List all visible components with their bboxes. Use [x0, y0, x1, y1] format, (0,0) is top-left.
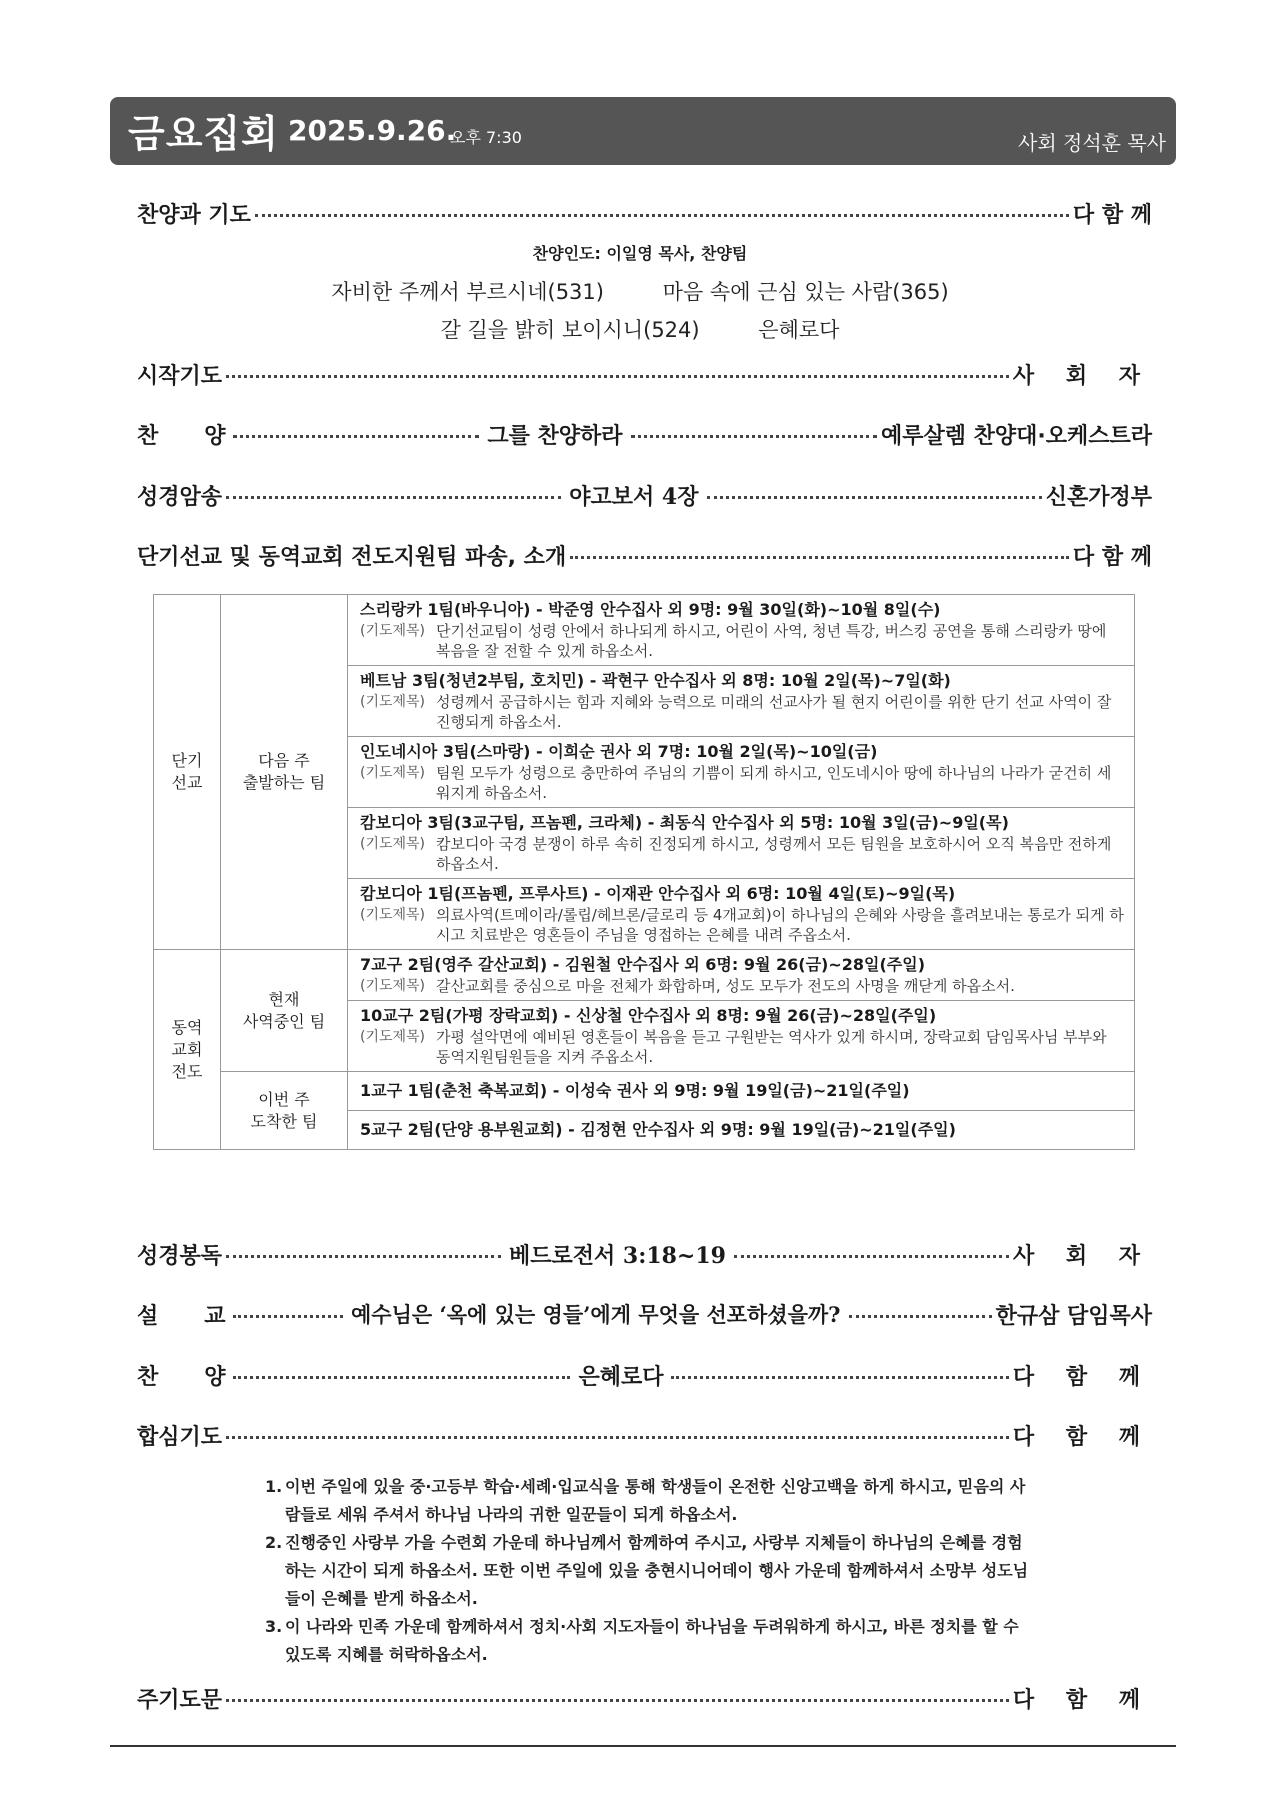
- order-leader: 사 회 자: [1012, 1243, 1153, 1269]
- leader-dots: [226, 496, 561, 499]
- leader-dots: [707, 496, 1042, 499]
- mission-entry: [348, 879, 1135, 950]
- song: 자비한 주께서 부르시네(531): [331, 280, 604, 304]
- order-leader: 다 함 께: [1012, 1364, 1152, 1390]
- entry-title: 1교구 1팀(춘천 축복교회) - 이성숙 권사 외 9명: 9월 19일(금)~21일(주일): [360, 1081, 910, 1100]
- service-title: 금요집회: [128, 112, 279, 156]
- mission-entry: [348, 950, 1135, 1001]
- group-sublabel: 다음 주 출발하는 팀: [221, 595, 348, 950]
- order-leader: 예루살렘 찬양대·오케스트라: [880, 423, 1152, 449]
- entry-title: 7교구 2팀(영주 갈산교회) - 김원철 안수집사 외 6명: 9월 26(금)~28일(주일): [360, 955, 926, 974]
- leader-dots: [671, 1376, 1008, 1379]
- order-title: 예수님은 ‘옥에 있는 영들’에게 무엇을 선포하셨을까?: [351, 1302, 841, 1327]
- order-leader: 사 회 자: [1012, 363, 1152, 389]
- leader-dots: [233, 435, 479, 438]
- mission-table: [153, 594, 1135, 1150]
- order-title: 베드로전서 3:18~19: [508, 1242, 726, 1269]
- order-mission: [137, 537, 1152, 573]
- order-label: 성경봉독: [137, 1243, 223, 1269]
- order-praise-prayer: [137, 195, 1152, 231]
- order-title: 그를 찬양하라: [487, 423, 623, 449]
- entry-title: 베트남 3팀(청년2부팀, 호치민) - 곽현구 안수집사 외 8명: 10월 2일(목)~7일(화): [360, 671, 951, 690]
- order-label: 설 교: [137, 1303, 226, 1329]
- order-label: 찬 양: [137, 1364, 226, 1390]
- prayer-item: 3. 이 나라와 민족 가운데 함께하셔서 정치·사회 지도자들이 하나님을 두려워하게 하시고, 바른 정치를 할 수 있도록 지혜를 허락하옵소서.: [265, 1617, 1019, 1664]
- mission-entry: [348, 1072, 1135, 1111]
- order-label: 시작기도: [137, 363, 223, 389]
- song: 은혜로다: [758, 318, 840, 342]
- leader-dots: [734, 1255, 1009, 1258]
- entry-title: 캄보디아 1팀(프놈펜, 프루사트) - 이재관 안수집사 외 6명: 10월 4일(토)~9일(목): [360, 884, 956, 903]
- entry-prayer: (기도제목) 의료사역(트메이라/롤립/헤브론/글로리 등 4개교회)이 하나님의 은혜와 사랑을 흘려보내는 통로가 되게 하시고 치료받은 영혼들이 주님을 영접하는 은혜를 내려 주옵소서.: [360, 906, 1124, 944]
- order-title: 야고보서 4장: [569, 483, 699, 510]
- leader-dots: [233, 1315, 343, 1318]
- order-label: 단기선교 및 동역교회 전도지원팀 파송, 소개: [137, 544, 567, 570]
- order-hymn-2: [137, 1357, 1152, 1393]
- prayer-list: [265, 1473, 1035, 1669]
- mission-entry: [348, 595, 1135, 666]
- song-list-line2: [0, 314, 1280, 344]
- leader-dots: [233, 1376, 570, 1379]
- song-list-line1: [0, 276, 1280, 306]
- order-label: 합심기도: [137, 1424, 223, 1450]
- mission-entry: [348, 666, 1135, 737]
- service-header: [110, 97, 1176, 165]
- order-lords-prayer: [137, 1680, 1152, 1716]
- leader-dots: [849, 1315, 992, 1318]
- order-title: 은혜로다: [578, 1364, 664, 1390]
- order-scripture-reading: [137, 1236, 1152, 1272]
- order-leader: 다 함 께: [1072, 202, 1152, 228]
- prayer-item: 2. 진행중인 사랑부 가을 수련회 가운데 하나님께서 함께하여 주시고, 사랑부 지체들이 하나님의 은혜를 경험하는 시간이 되게 하옵소서. 또한 이번 주일에 있을 충현시니어데이 행사 가운데 함께하셔서 소망부 성도님들이 은혜를 받게 하옵소서.: [265, 1533, 1029, 1608]
- entry-prayer: (기도제목) 캄보디아 국경 분쟁이 하루 속히 진정되게 하시고, 성령께서 모든 팀원을 보호하시어 오직 복음만 전하게 하옵소서.: [360, 835, 1112, 873]
- order-leader: 한규삼 담임목사: [995, 1303, 1152, 1329]
- service-date: 2025.9.26.: [288, 114, 457, 147]
- order-leader: 신혼가정부: [1045, 484, 1153, 510]
- bottom-rule: [110, 1745, 1176, 1747]
- entry-title: 캄보디아 3팀(3교구팀, 프놈펜, 크라체) - 최동식 안수집사 외 5명: 10월 3일(금)~9일(목): [360, 813, 1009, 832]
- order-unison-prayer: [137, 1417, 1152, 1453]
- entry-title: 인도네시아 3팀(스마랑) - 이희순 권사 외 7명: 10월 2일(목)~10일(금): [360, 742, 878, 761]
- entry-prayer: (기도제목) 성령께서 공급하시는 힘과 지혜와 능력으로 미래의 선교사가 될 현지 어린이를 위한 단기 선교 사역이 잘 진행되게 하옵소서.: [360, 693, 1112, 731]
- praise-leader: 찬양인도: 이일영 목사, 찬양팀: [532, 244, 748, 263]
- service-time: 오후 7:30: [450, 128, 522, 147]
- group-sublabel: 이번 주 도착한 팀: [221, 1072, 348, 1150]
- leader-dots: [570, 556, 1069, 559]
- order-recitation: [137, 477, 1152, 513]
- entry-prayer: (기도제목) 가평 설악면에 예비된 영혼들이 복음을 듣고 구원받는 역사가 있게 하시며, 장락교회 담임목사님 부부와 동역지원팀원들을 지켜 주옵소서.: [360, 1028, 1107, 1066]
- order-label: 주기도문: [137, 1687, 223, 1713]
- mission-entry: [348, 808, 1135, 879]
- mission-entry: [348, 1001, 1135, 1072]
- group-sublabel: 현재 사역중인 팀: [221, 950, 348, 1072]
- order-leader: 다 함 께: [1072, 544, 1152, 570]
- leader-dots: [631, 435, 877, 438]
- mission-entry: [348, 737, 1135, 808]
- song: 갈 길을 밝히 보이시니(524): [440, 318, 700, 342]
- leader-dots: [226, 1699, 1009, 1702]
- entry-title: 10교구 2팀(가평 장락교회) - 신상철 안수집사 외 8명: 9월 26(금)~28일(주일): [360, 1006, 937, 1025]
- order-label: 찬 양: [137, 423, 226, 449]
- order-label: 성경암송: [137, 484, 223, 510]
- leader-dots: [226, 1255, 501, 1258]
- entry-prayer: (기도제목) 갈산교회를 중심으로 마을 전체가 화합하며, 성도 모두가 전도의 사명을 깨닫게 하옵소서.: [360, 977, 1015, 995]
- order-opening-prayer: [137, 356, 1152, 392]
- entry-title: 5교구 2팀(단양 용부원교회) - 김정현 안수집사 외 9명: 9월 19일(금)~21일(주일): [360, 1120, 956, 1139]
- service-host: 사회 정석훈 목사: [1018, 131, 1166, 155]
- order-leader: 다 함 께: [1012, 1424, 1152, 1450]
- order-label: 찬양과 기도: [137, 202, 251, 228]
- group-label: 단기 선교: [154, 595, 221, 950]
- prayer-item: 1. 이번 주일에 있을 중·고등부 학습·세례·입교식을 통해 학생들이 온전한 신앙고백을 하게 하시고, 믿음의 사람들로 세워 주셔서 하나님 나라의 귀한 일꾼들이 되게 하옵소서.: [265, 1477, 1026, 1524]
- group-label: 동역 교회 전도: [154, 950, 221, 1150]
- leader-dots: [226, 375, 1009, 378]
- entry-title: 스리랑카 1팀(바우니아) - 박준영 안수집사 외 9명: 9월 30일(화)~10월 8일(수): [360, 600, 941, 619]
- order-hymn-1: [137, 416, 1152, 452]
- song: 마음 속에 근심 있는 사람(365): [662, 280, 949, 304]
- entry-prayer: (기도제목) 팀원 모두가 성령으로 충만하여 주님의 기쁨이 되게 하시고, 인도네시아 땅에 하나님의 나라가 굳건히 세워지게 하옵소서.: [360, 764, 1112, 802]
- entry-prayer: (기도제목) 단기선교팀이 성령 안에서 하나되게 하시고, 어린이 사역, 청년 특강, 버스킹 공연을 통해 스리랑카 땅에 복음을 잘 전할 수 있게 하옵소서.: [360, 622, 1107, 660]
- leader-dots: [255, 214, 1069, 217]
- leader-dots: [226, 1436, 1009, 1439]
- order-sermon: [137, 1296, 1152, 1332]
- mission-entry: [348, 1111, 1135, 1150]
- order-leader: 다 함 께: [1012, 1687, 1152, 1713]
